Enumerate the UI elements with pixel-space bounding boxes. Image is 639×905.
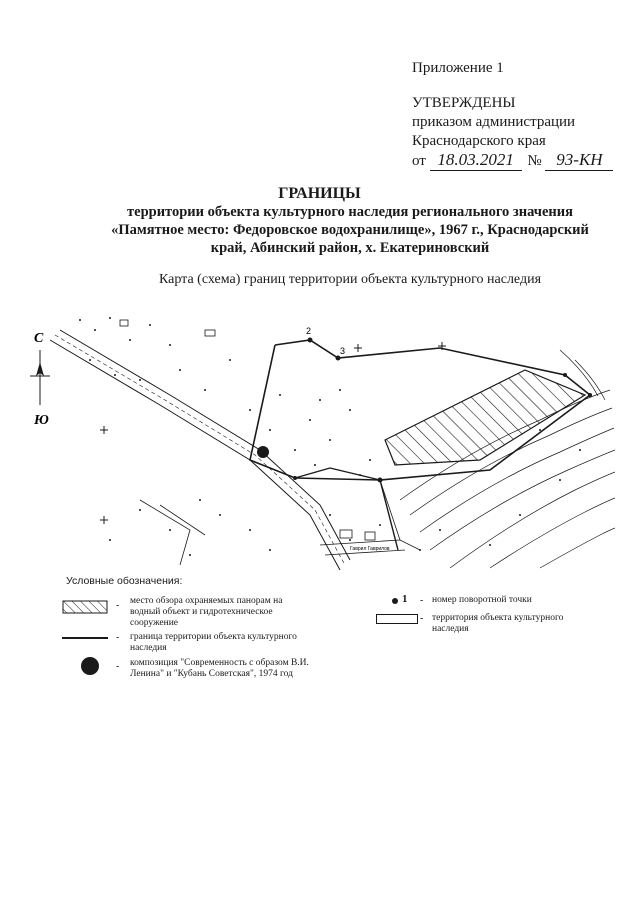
monument-composition-marker [257,446,269,458]
legend-item-1-text: место обзора охраняемых панорам на водный объект и гидротехническое сооружение [130,596,283,628]
legend-item-1-dash: - [116,600,120,611]
legend-turning-point-number: 1 [402,593,408,605]
compass-south-label: Ю [34,413,49,428]
legend-item-4-dash: - [420,595,424,606]
title-line-3: край, Абинский район, х. Екатериновский [210,240,490,256]
compass [30,331,50,428]
legend-monument-dot [81,657,99,675]
number-value: 93-КН [545,150,613,171]
point-label-3: 3 [340,346,346,356]
order-date-line [412,150,613,171]
legend-hatch-swatch [62,600,108,614]
appendix-label: Приложение 1 [412,60,504,76]
buildings [120,320,375,540]
grid-crosses [100,342,446,524]
compass-north-label: С [34,331,44,346]
turning-point-2 [308,338,313,343]
side-roads [140,480,420,565]
main-road [50,330,350,570]
legend-boundary-line [62,637,108,639]
legend-item-5-dash: - [420,613,424,624]
legend-item-3-text: композиция "Современность с образом В.И. Ленина" и "Кубань Советская", 1974 год [130,658,309,679]
heritage-boundary-inner [295,468,330,478]
date-value: 18.03.2021 [430,150,522,171]
legend-item-2-dash: - [116,632,120,643]
turning-point-3 [336,356,341,361]
legend-heading: Условные обозначения: [66,575,183,587]
date-prefix: от [412,153,426,169]
legend-turning-point-dot [392,598,398,604]
heritage-boundary-south [380,480,398,550]
panorama-viewing-area [385,370,585,465]
title-line-1: территории объекта культурного наследия регионального значения [127,204,573,220]
number-prefix: № [527,153,542,169]
approved-line-1: приказом администрации [412,114,576,130]
legend-item-4-text: номер поворотной точки [432,595,532,605]
legend-item-2-text: граница территории объекта культурного наследия [130,632,297,653]
legend-item-5-text: территория объекта культурного наследия [432,613,564,634]
legend-item-3-dash: - [116,661,120,672]
legend-territory-swatch [376,614,418,624]
map-caption: Карта (схема) границ территории объекта культурного наследия [158,272,542,287]
approved-line-2: Краснодарского края [412,133,546,149]
title-line-2: «Памятное место: Федоровское водохранилище», 1967 г., Краснодарский [111,222,589,238]
title-main: ГРАНИЦЫ [278,185,361,202]
point-label-2: 2 [306,326,312,336]
boundary-map [20,300,615,570]
road-label: Гаврил Гаврилов [350,546,390,552]
approved-heading: УТВЕРЖДЕНЫ [412,95,516,111]
